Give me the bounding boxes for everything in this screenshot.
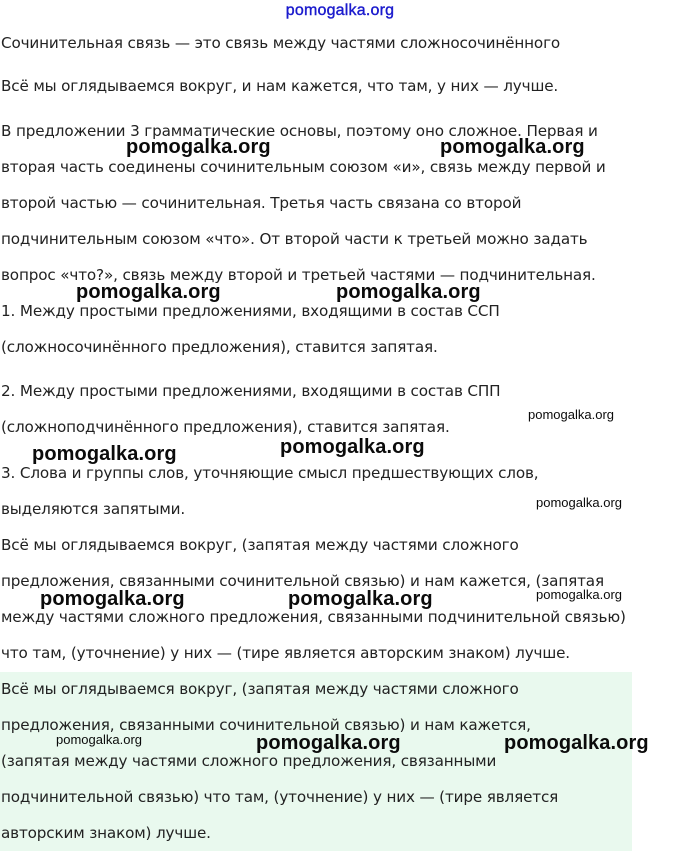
watermark: pomogalka.org: [288, 588, 433, 610]
watermark: pomogalka.org: [126, 136, 271, 158]
explained-line: Всё мы оглядываемся вокруг, (запятая между частями сложного: [1, 536, 519, 554]
answer-line: подчинительной связью) что там, (уточнение) у них — (тире является: [1, 788, 559, 806]
watermark: pomogalka.org: [280, 436, 425, 458]
watermark: pomogalka.org: [76, 281, 221, 303]
rule-line: (сложноподчинённого предложения), ставится запятая.: [1, 418, 450, 436]
analysis-line: вторая часть соединены сочинительным союзом «и», связь между первой и: [1, 158, 606, 176]
watermark: pomogalka.org: [56, 732, 142, 747]
watermark: pomogalka.org: [336, 281, 481, 303]
answer-line: Всё мы оглядываемся вокруг, (запятая между частями сложного: [1, 680, 519, 698]
explained-line: предложения, связанными сочинительной связью) и нам кажется, (запятая: [1, 572, 604, 590]
analysis-line: второй частью — сочинительная. Третья часть связана со второй: [1, 194, 522, 212]
rule-line: выделяются запятыми.: [1, 500, 186, 518]
rule-line: 1. Между простыми предложениями, входящими в состав ССП: [1, 302, 500, 320]
answer-line: (запятая между частями сложного предложения, связанными: [1, 752, 497, 770]
watermark: pomogalka.org: [504, 732, 649, 754]
explained-line: между частями сложного предложения, связанными подчинительной связью): [1, 608, 626, 626]
definition-line: Сочинительная связь — это связь между частями сложносочинённого: [1, 34, 561, 52]
site-link[interactable]: pomogalka.org: [285, 2, 395, 19]
watermark: pomogalka.org: [536, 495, 622, 510]
example-sentence: Всё мы оглядываемся вокруг, и нам кажется, что там, у них — лучше.: [1, 77, 559, 95]
answer-line: предложения, связанными сочинительной связью) и нам кажется,: [1, 716, 531, 734]
watermark: pomogalka.org: [32, 443, 177, 465]
rule-line: (сложносочинённого предложения), ставится запятая.: [1, 338, 438, 356]
watermark: pomogalka.org: [40, 588, 185, 610]
rule-line: 2. Между простыми предложениями, входящими в состав СПП: [1, 382, 501, 400]
analysis-line: подчинительным союзом «что». От второй части к третьей можно задать: [1, 230, 588, 248]
rule-line: 3. Слова и группы слов, уточняющие смысл предшествующих слов,: [1, 464, 539, 482]
answer-line: авторским знаком) лучше.: [1, 824, 211, 842]
watermark: pomogalka.org: [440, 136, 585, 158]
analysis-line: В предложении 3 грамматические основы, поэтому оно сложное. Первая и: [1, 122, 598, 140]
watermark: pomogalka.org: [528, 407, 614, 422]
watermark: pomogalka.org: [256, 732, 401, 754]
watermark: pomogalka.org: [536, 587, 622, 602]
explained-line: что там, (уточнение) у них — (тире является авторским знаком) лучше.: [1, 644, 570, 662]
analysis-line: вопрос «что?», связь между второй и третьей частями — подчинительная.: [1, 266, 596, 284]
